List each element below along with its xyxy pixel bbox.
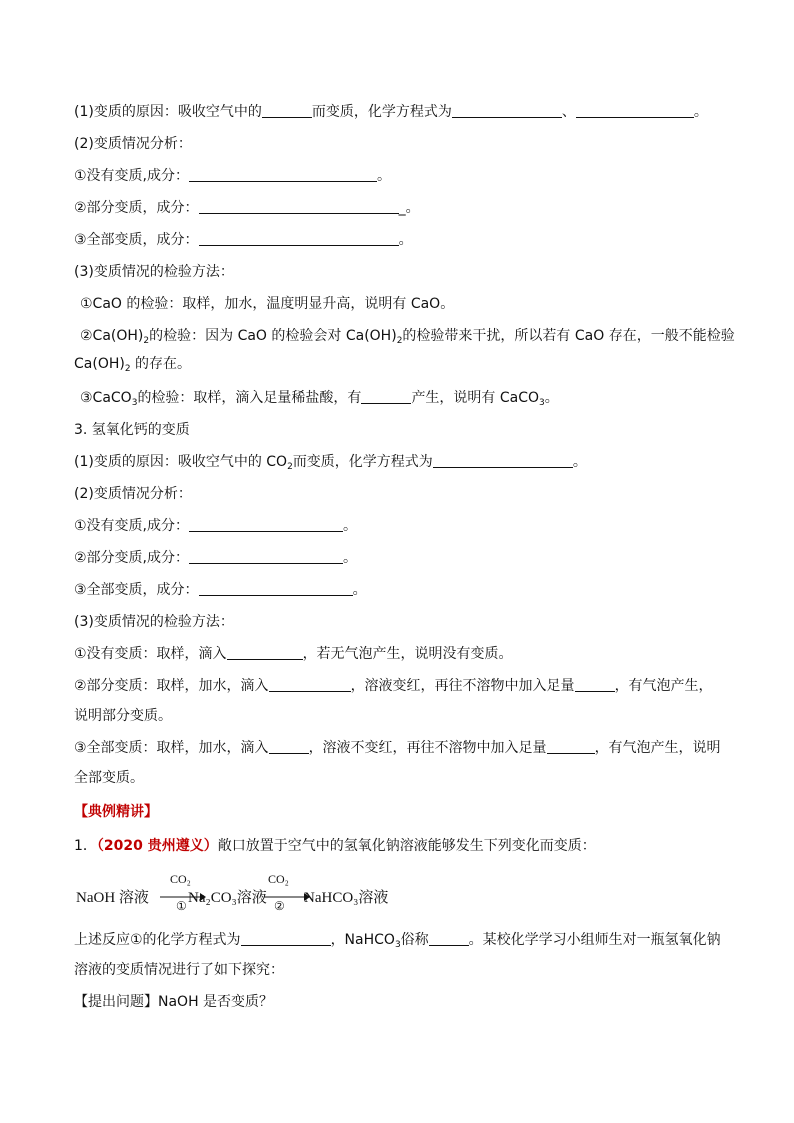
blank[interactable] — [576, 103, 694, 118]
text: (1)变质的原因：吸收空气中的 — [74, 104, 262, 120]
blank[interactable] — [547, 739, 595, 754]
text: 。 — [693, 104, 708, 120]
subscript: 2 — [143, 336, 150, 346]
analysis-line — [74, 198, 420, 218]
arrow-reagent: CO₂ — [268, 872, 289, 886]
cao-reason-line — [74, 102, 708, 122]
reaction-scheme — [74, 872, 494, 912]
text: 。某校化学学习小组师生对一瓶氢氧化钠 — [468, 932, 721, 948]
test-line — [74, 676, 713, 696]
subscript: 3 — [394, 940, 401, 950]
blank[interactable] — [361, 389, 411, 404]
text: 。 — [343, 550, 358, 566]
test-line — [80, 326, 735, 346]
subscript: 3 — [131, 398, 138, 408]
section-heading: (3)变质情况的检验方法： — [74, 614, 234, 630]
question-number: 1． — [74, 838, 97, 854]
analysis-line — [74, 580, 367, 600]
text: ③全部变质，成分： — [74, 232, 199, 248]
blank[interactable] — [227, 645, 303, 660]
text: 的检验带来干扰，所以若有 CaO 存在，一般不能检验 — [402, 328, 735, 344]
species-naoh: NaOH 溶液 — [76, 890, 149, 906]
test-line — [74, 738, 721, 758]
subscript: 3 — [539, 398, 545, 408]
text: ①没有变质,成分： — [74, 168, 190, 184]
blank[interactable] — [189, 517, 343, 532]
text: 。 — [343, 518, 358, 534]
question-line — [74, 836, 596, 856]
text: ②Ca(OH) — [80, 328, 144, 344]
blank[interactable] — [452, 103, 562, 118]
test-line — [74, 644, 513, 664]
test-line-cont: 说明部分变质。 — [74, 708, 172, 724]
text: 的检验：因为 CaO 的检验会对 Ca(OH) — [149, 328, 397, 344]
blank[interactable] — [189, 549, 343, 564]
text: 敞口放置于空气中的氢氧化钠溶液能够发生下列变化而变质： — [217, 838, 596, 854]
blank[interactable] — [269, 739, 309, 754]
species-na2co3: Na₂CO₃溶液 — [188, 890, 267, 906]
question-subheading: 【提出问题】NaOH 是否变质？ — [74, 994, 274, 1010]
example-heading: 【典例精讲】 — [74, 804, 158, 820]
text: 的检验：取样，滴入足量稀盐酸，有 — [137, 390, 362, 406]
blank[interactable] — [199, 231, 399, 246]
text: 。 — [572, 454, 587, 470]
analysis-line — [74, 230, 413, 250]
text: 的存在。 — [130, 356, 192, 372]
blank[interactable] — [199, 581, 353, 596]
text: ③CaCO — [80, 390, 132, 406]
subscript: 2 — [124, 364, 131, 374]
test-line — [80, 388, 559, 408]
text: ，若无气泡产生，说明没有变质。 — [302, 646, 513, 662]
analysis-line — [74, 548, 357, 568]
text: 产生，说明有 CaCO — [411, 390, 540, 406]
question-line-cont: 溶液的变质情况进行了如下探究： — [74, 962, 284, 978]
text: 而变质，化学方程式为 — [311, 104, 452, 120]
test-line-cont: 全部变质。 — [74, 770, 144, 786]
text: _。 — [398, 200, 420, 216]
text: 。 — [398, 232, 413, 248]
text: ②部分变质：取样，加水，滴入 — [74, 678, 269, 694]
subscript: 2 — [287, 462, 293, 472]
blank[interactable] — [199, 199, 399, 214]
text: 而变质，化学方程式为 — [292, 454, 433, 470]
text: 上述反应①的化学方程式为 — [74, 932, 241, 948]
text: 。 — [377, 168, 392, 184]
text: ②部分变质，成分： — [74, 200, 199, 216]
text: ，有气泡产生， — [614, 678, 713, 694]
section-heading: (3)变质情况的检验方法： — [74, 264, 234, 280]
text: ③全部变质：取样，加水，滴入 — [74, 740, 269, 756]
text: ，溶液变红，再往不溶物中加入足量 — [350, 678, 575, 694]
blank[interactable] — [269, 677, 351, 692]
section-heading: (2)变质情况分析： — [74, 486, 192, 502]
text: ①没有变质：取样，滴入 — [74, 646, 227, 662]
section-title: 3. 氢氧化钙的变质 — [74, 422, 190, 438]
analysis-line — [74, 166, 391, 186]
arrow-step-label: ② — [274, 899, 285, 913]
test-line-cont — [74, 354, 191, 374]
blank[interactable] — [433, 453, 573, 468]
text: ③全部变质，成分： — [74, 582, 199, 598]
text: ，有气泡产生，说明 — [594, 740, 721, 756]
blank[interactable] — [262, 103, 312, 118]
blank[interactable] — [241, 931, 331, 946]
text: 俗称 — [400, 932, 429, 948]
caoh-reason-line — [74, 452, 587, 472]
text: Ca(OH) — [74, 356, 125, 372]
species-nahco3: NaHCO₃溶液 — [304, 890, 389, 906]
text: 。 — [544, 390, 559, 406]
text: (1)变质的原因：吸收空气中的 CO — [74, 454, 288, 470]
text: ②部分变质,成分： — [74, 550, 190, 566]
text: ①没有变质,成分： — [74, 518, 190, 534]
text: ，NaHCO — [330, 932, 395, 948]
blank[interactable] — [575, 677, 615, 692]
blank[interactable] — [189, 167, 377, 182]
blank[interactable] — [429, 931, 469, 946]
subscript: 2 — [396, 336, 403, 346]
arrow-reagent: CO₂ — [170, 872, 191, 886]
question-line — [74, 930, 721, 950]
question-source: （2020 贵州遵义） — [96, 838, 218, 854]
analysis-line — [74, 516, 357, 536]
arrow-step-label: ① — [176, 899, 187, 913]
text: ，溶液不变红，再往不溶物中加入足量 — [308, 740, 547, 756]
text: 、 — [561, 104, 576, 120]
text: 。 — [352, 582, 367, 598]
section-heading: (2)变质情况分析： — [74, 136, 192, 152]
test-line: ①CaO 的检验：取样，加水，温度明显升高，说明有 CaO。 — [80, 296, 455, 312]
